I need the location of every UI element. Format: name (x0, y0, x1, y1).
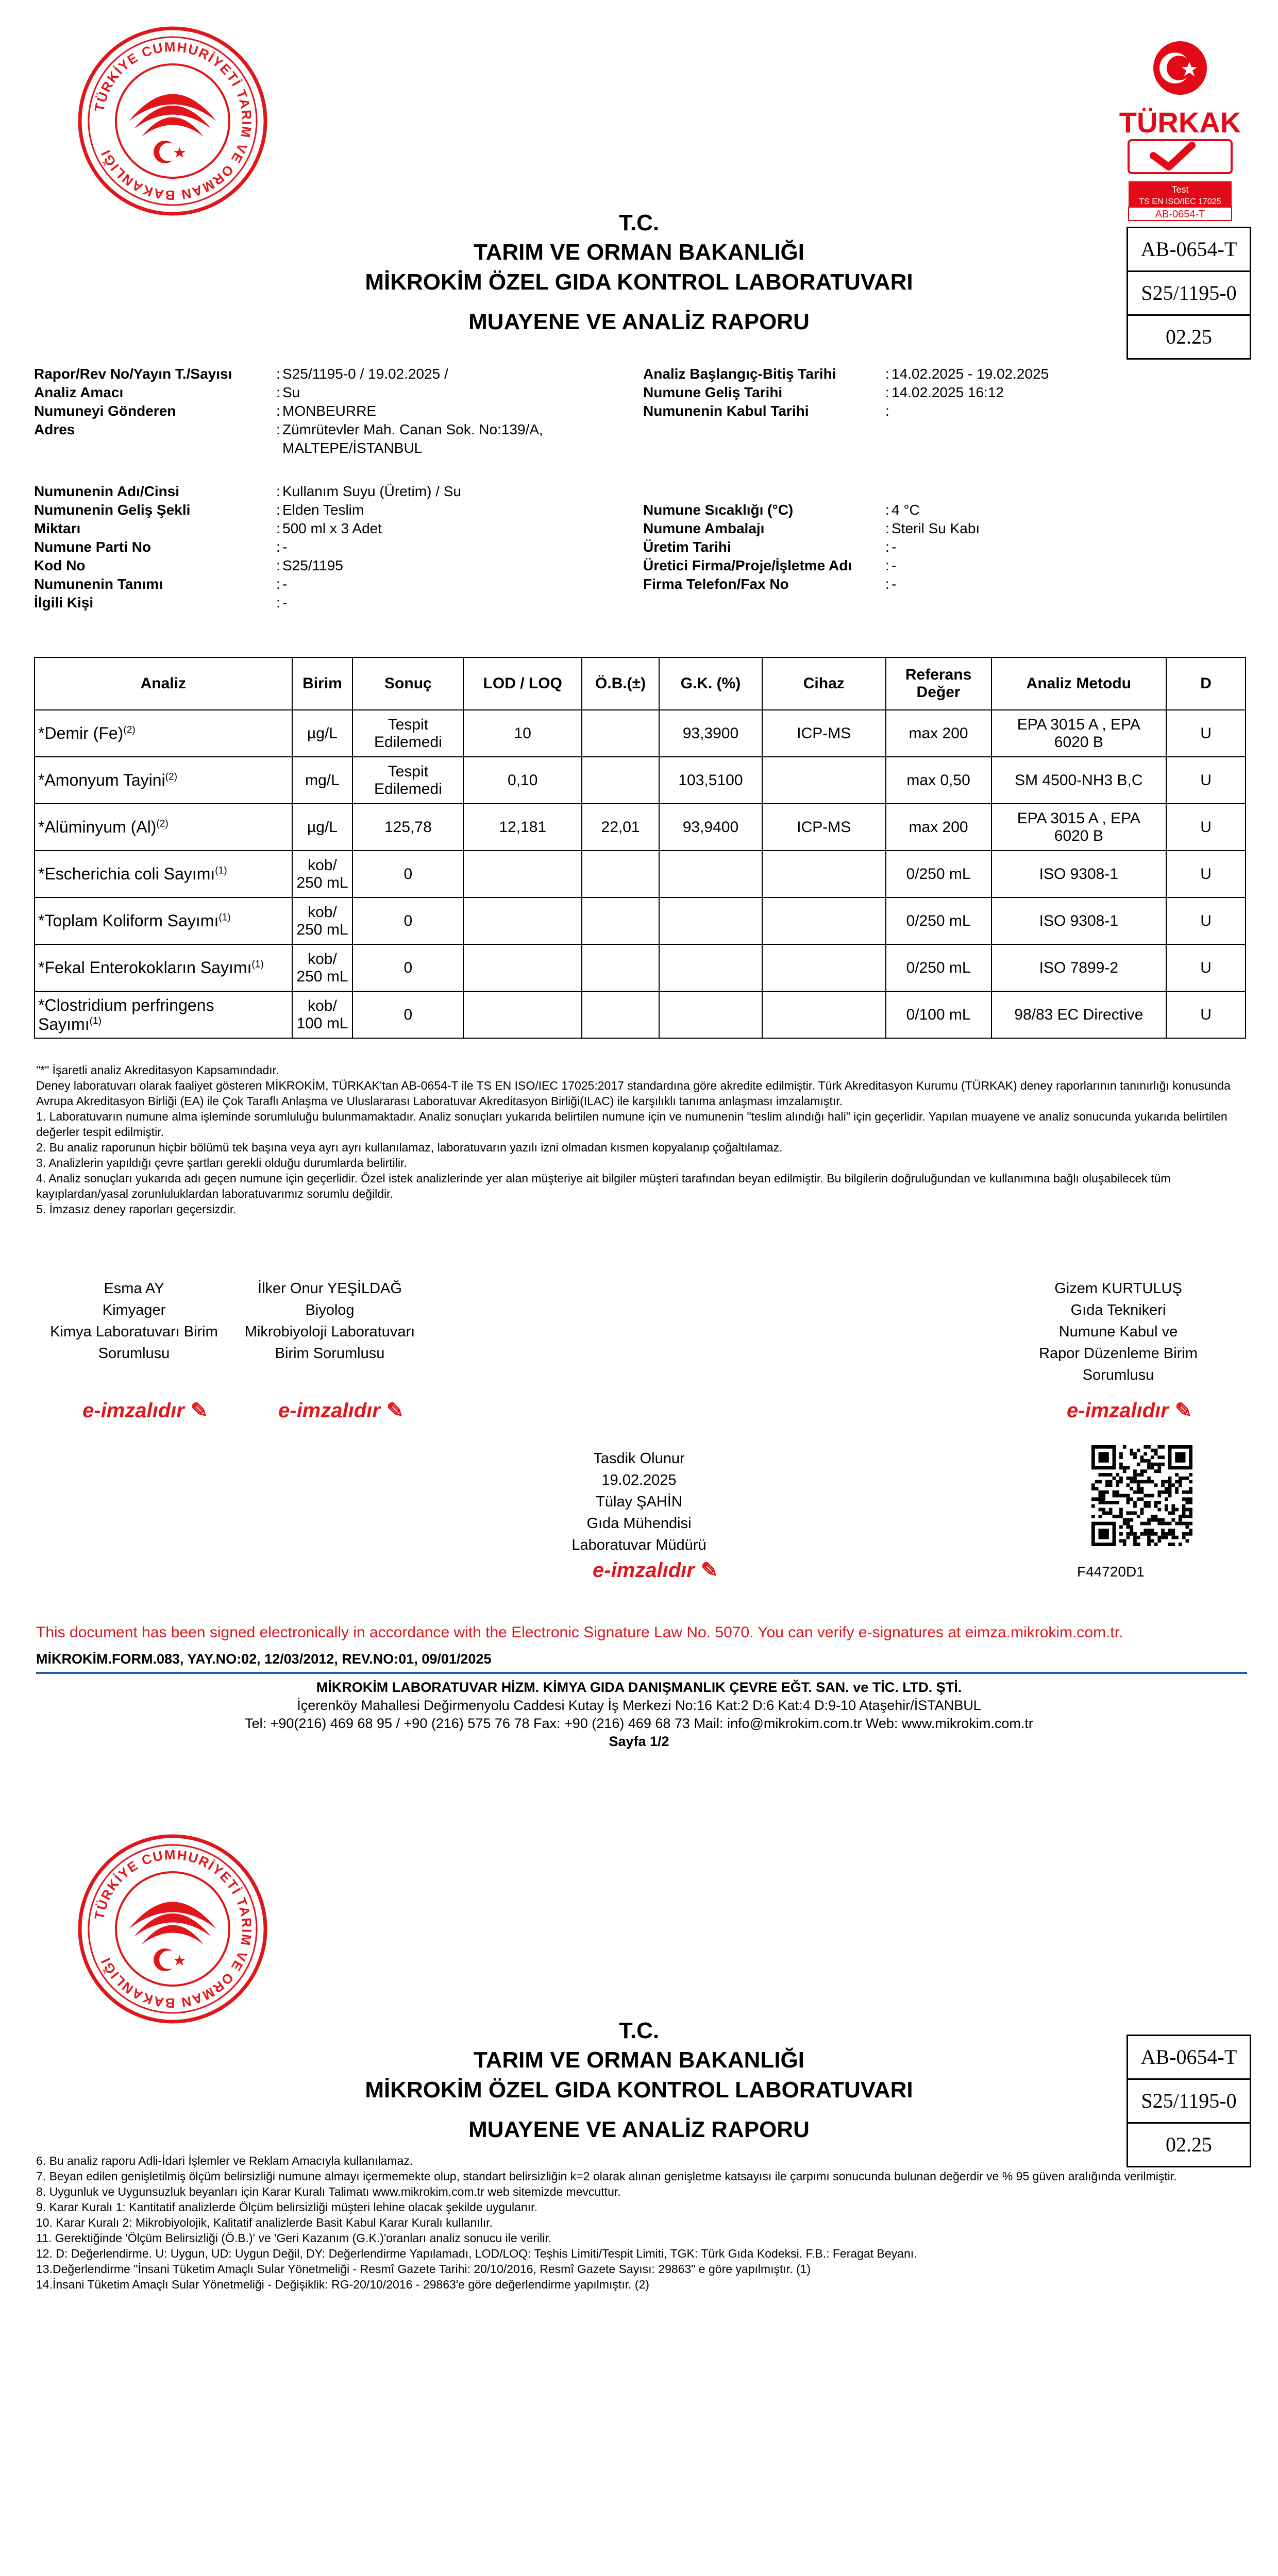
cell-gk: 93,3900 (659, 710, 762, 757)
note-item: 14.İnsani Tüketim Amaçlı Sular Yönetmeliği - Değişiklik: RG-20/10/2016 - 29863'e göre değerlendirme yapılmıştır. (2) (36, 2278, 649, 2291)
cell-lod (463, 851, 582, 897)
company-contact: Tel: +90(216) 469 68 95 / +90 (216) 575 76 78 Fax: +90 (216) 469 68 73 Mail: info@mikrokim.com.tr Web: www.mikrokim.com.tr (245, 1716, 1033, 1731)
cell-birim: kob/ 100 mL (292, 991, 353, 1038)
cell-ob (582, 944, 659, 991)
column-header: Referans Değer (886, 657, 991, 710)
svg-text:TÜRKİYE CUMHURİYETİ TARIM VE O: TÜRKİYE CUMHURİYETİ TARIM VE ORMAN BAKANLIĞI (91, 1846, 255, 2011)
info-value: - (892, 576, 897, 592)
cell-gk: 103,5100 (659, 757, 762, 804)
cell-birim: kob/ 250 mL (292, 944, 353, 991)
pen-icon: ✎ (1174, 1399, 1192, 1422)
signatory-name: İlker Onur YEŞİLDAĞ (258, 1280, 402, 1297)
signatory-role: Numune Kabul ve Rapor Düzenleme Birim Sorumlusu (1039, 1324, 1198, 1383)
table-row (35, 851, 1246, 897)
cell-cihaz (762, 944, 886, 991)
info-label: İlgili Kişi (34, 595, 94, 611)
e-signed-label: e-imzalıdır (278, 1399, 380, 1422)
report-title: MUAYENE VE ANALİZ RAPORU (468, 309, 810, 334)
note-item: 11. Gerektiğinde 'Ölçüm Belirsizliği (Ö.B.)' ve 'Geri Kazanım (G.K.)'oranları analiz sonucu ile verilir. (36, 2231, 552, 2245)
analysis-name: *Alüminyum $(Al)^{(2)}$ (35, 804, 292, 851)
signatory-block (222, 1278, 438, 1364)
analysis-name: *Fekal Enterokokların Sayımı$^{(1)}$ (35, 944, 292, 991)
column-header: LOD / LOQ (463, 657, 582, 710)
cell-cihaz (762, 757, 886, 804)
sample-info-left (34, 365, 632, 653)
info-value: - (282, 539, 288, 555)
info-value: Zümrütevler Mah. Canan Sok. No:139/A, MALTEPE/İSTANBUL (282, 421, 543, 456)
pen-icon: ✎ (190, 1399, 208, 1422)
info-value: MONBEURRE (282, 403, 377, 419)
report-page-2 (0, 1808, 1278, 2576)
info-value: S25/1195 (282, 557, 343, 573)
cell-d: U (1166, 804, 1246, 851)
cell-ref: 0/250 mL (886, 897, 991, 944)
issue-code: 02.25 (1166, 325, 1212, 348)
cell-metod: 98/83 EC Directive (991, 991, 1167, 1038)
cell-d: U (1166, 944, 1246, 991)
cell-d: U (1166, 757, 1246, 804)
cell-cihaz (762, 897, 886, 944)
note-item: 2. Bu analiz raporunun hiçbir bölümü tek başına veya ayrı ayrı kullanılamaz, laboratuvarın yazılı izni olmadan kısmen kopyalanıp çoğaltılamaz. (36, 1141, 783, 1154)
info-colon: : (276, 366, 280, 382)
ministry-seal-logo (77, 26, 268, 216)
info-colon: : (885, 520, 889, 536)
info-label: Analiz Başlangıç-Bitiş Tarihi (643, 366, 836, 382)
cell-ref: max 0,50 (886, 757, 991, 804)
info-value: - (282, 576, 288, 592)
note-item: 13.Değerlendirme "İnsani Tüketim Amaçlı Sular Yönetmeliği - Resmî Gazete Tarihi: 20/10/2016, Resmî Gazete Sayısı: 29863" e göre yapılmıştır. (1) (36, 2262, 811, 2276)
page-number: Sayfa 1/2 (609, 1734, 669, 1749)
ministry-name: TARIM VE ORMAN BAKANLIĞI (473, 240, 805, 265)
ministry-tc: T.C. (618, 210, 660, 235)
cell-cihaz: ICP-MS (762, 710, 886, 757)
info-label: Adres (34, 421, 75, 437)
column-header: Sonuç (352, 657, 463, 710)
sample-info-right (643, 365, 1246, 653)
info-value: Kullanım Suyu (Üretim) / Su (282, 483, 461, 499)
cell-birim: µg/L (292, 710, 353, 757)
table-row (35, 991, 1246, 1038)
info-label: Numune Ambalajı (643, 520, 765, 536)
e-signed-stamp (82, 1399, 208, 1422)
cell-cihaz (762, 991, 886, 1038)
info-colon: : (276, 539, 280, 555)
info-colon: : (885, 502, 889, 518)
cell-ref: max 200 (886, 804, 991, 851)
signatory-name: Esma AY (104, 1280, 164, 1297)
report-number: S25/1195-0 (1128, 2080, 1250, 2124)
cell-birim: kob/ 250 mL (292, 851, 353, 897)
info-label: Numuneyi Gönderen (34, 403, 176, 419)
ministry-seal-logo (77, 1834, 268, 2024)
note-item: 4. Analiz sonuçları yukarıda adı geçen numune için geçerlidir. Özel istek analizlerinde yer alan müşteriye ait bilgiler müşteri tarafından beyan edilmiştir. Bu bilgilerin doğruluğundan ve kullanımına bağlı oluşabilecek tüm kayıplardan/yasal zorunluluklardan laboratuvarımız sorumlu değildir. (36, 1172, 1171, 1200)
report-code-box (1126, 227, 1251, 360)
info-label: Numunenin Kabul Tarihi (643, 403, 809, 419)
svg-text:AB-0654-T: AB-0654-T (1155, 209, 1205, 220)
info-colon: : (276, 403, 280, 419)
cell-ref: max 200 (886, 710, 991, 757)
footer-divider (36, 1672, 1247, 1674)
info-value: - (282, 595, 288, 611)
approval-name: Tülay ŞAHİN (596, 1494, 682, 1510)
cell-lod (463, 897, 582, 944)
cell-ref: 0/250 mL (886, 944, 991, 991)
cell-gk (659, 991, 762, 1038)
info-label: Kod No (34, 557, 86, 573)
info-colon: : (885, 539, 889, 555)
cell-ob (582, 710, 659, 757)
approval-title: Gıda Mühendisi (586, 1515, 692, 1532)
info-value: 14.02.2025 16:12 (892, 384, 1004, 400)
cell-lod: 12,181 (463, 804, 582, 851)
note-item: 6. Bu analiz raporu Adli-İdari İşlemler ve Reklam Amacıyla kullanılamaz. (36, 2154, 413, 2167)
report-code-box (1126, 2035, 1251, 2167)
info-value: 4 °C (892, 502, 920, 518)
analysis-name: *Toplam Koliform Sayımı$^{(1)}$ (35, 897, 292, 944)
note-item: 5. İmzasız deney raporları geçersizdir. (36, 1202, 237, 1216)
column-header: Analiz Metodu (991, 657, 1167, 710)
info-label: Numunenin Geliş Şekli (34, 502, 191, 518)
column-header: Ö.B.(±) (582, 657, 659, 710)
cell-metod: ISO 7899-2 (991, 944, 1167, 991)
info-colon: : (276, 557, 280, 573)
cell-sonuc: Tespit Edilemedi (352, 710, 463, 757)
info-label: Numunenin Tanımı (34, 576, 163, 592)
info-label: Numune Sıcaklığı (°C) (643, 502, 794, 518)
svg-text:TÜRKİYE CUMHURİYETİ TARIM VE O: TÜRKİYE CUMHURİYETİ TARIM VE ORMAN BAKANLIĞI (91, 39, 255, 204)
cell-ob (582, 991, 659, 1038)
info-colon: : (885, 576, 889, 592)
approval-block (531, 1448, 747, 1556)
info-colon: : (276, 576, 280, 592)
cell-ob (582, 897, 659, 944)
e-signed-label: e-imzalıdır (1067, 1399, 1169, 1422)
note-item: 7. Beyan edilen genişletilmiş ölçüm belirsizliği numune almayı içermemekte olup, standart belirsizliğin k=2 olarak alınan genişletme katsayısı ile çarpımı sonucunda bulunan değerdir ve % 95 güven aralığında verilmiştir. (36, 2170, 1177, 2183)
cell-lod (463, 991, 582, 1038)
e-signed-stamp (593, 1558, 718, 1582)
qr-code-icon (1091, 1445, 1192, 1546)
cell-ob (582, 851, 659, 897)
cell-ob: 22,01 (582, 804, 659, 851)
cell-cihaz: ICP-MS (762, 804, 886, 851)
note-item: "*" İşaretli analiz Akreditasyon Kapsamındadır. (36, 1063, 279, 1077)
info-label: Numune Parti No (34, 539, 152, 555)
approval-heading: Tasdik Olunur (593, 1450, 685, 1467)
cell-ob (582, 757, 659, 804)
column-header: D (1166, 657, 1246, 710)
turkak-logo-text: TÜRKAK (1119, 106, 1241, 139)
cell-birim: mg/L (292, 757, 353, 804)
info-colon: : (885, 366, 889, 382)
e-signed-stamp (278, 1399, 403, 1422)
svg-text:TS EN ISO/IEC 17025: TS EN ISO/IEC 17025 (1139, 197, 1221, 206)
lab-name: MİKROKİM ÖZEL GIDA KONTROL LABORATUVARI (365, 2077, 913, 2103)
info-label: Üretici Firma/Proje/İşletme Adı (643, 557, 852, 573)
info-value: Elden Teslim (282, 502, 364, 518)
form-number: MİKROKİM.FORM.083, YAY.NO:02, 12/03/2012, REV.NO:01, 09/01/2025 (36, 1651, 492, 1667)
info-label: Firma Telefon/Fax No (643, 576, 789, 592)
cell-gk: 93,9400 (659, 804, 762, 851)
cell-sonuc: 125,78 (352, 804, 463, 851)
info-value: S25/1195-0 / 19.02.2025 / (282, 366, 448, 382)
cell-cihaz (762, 851, 886, 897)
note-item: 10. Karar Kuralı 2: Mikrobiyolojik, Kalitatif analizlerde Basit Kabul Karar Kuralı kullanılır. (36, 2216, 493, 2229)
info-label: Numunenin Adı/Cinsi (34, 483, 180, 499)
info-value: 500 ml x 3 Adet (282, 520, 382, 536)
cell-sonuc: 0 (352, 851, 463, 897)
table-row (35, 757, 1246, 804)
note-item: 9. Karar Kuralı 1: Kantitatif analizlerde Ölçüm belirsizliği müşteri lehine olacak şekilde uygulanır. (36, 2200, 537, 2214)
info-value: Su (282, 384, 300, 400)
table-row (35, 804, 1246, 851)
info-colon: : (885, 403, 889, 419)
cell-d: U (1166, 710, 1246, 757)
company-footer (0, 1679, 1278, 1751)
cell-ref: 0/250 mL (886, 851, 991, 897)
notes-section (36, 1062, 1247, 1217)
column-header: G.K. (%) (659, 657, 762, 710)
cell-metod: ISO 9308-1 (991, 897, 1167, 944)
note-item: Deney laboratuvarı olarak faaliyet gösteren MİKROKİM, TÜRKAK'tan AB-0654-T ile TS EN ISO/IEC 17025:2017 standardına göre akredite edilmiştir. Türk Akreditasyon Kurumu (TÜRKAK) deney raporlarının tanınırlığı konusunda Avrupa Akreditasyon Birliği (EA) ile Çok Taraflı Anlaşma ve Uluslararası Laboratuvar Akreditasyon Birliği(ILAC) ile karşılıklı tanıma anlaşması imzalamıştır. (36, 1079, 1231, 1108)
info-colon: : (276, 384, 280, 400)
cell-lod: 0,10 (463, 757, 582, 804)
results-header-row (35, 657, 1246, 710)
company-name: MİKROKİM LABORATUVAR HİZM. KİMYA GIDA DANIŞMANLIK ÇEVRE EĞT. SAN. ve TİC. LTD. ŞTİ. (316, 1680, 962, 1695)
cell-sonuc: 0 (352, 944, 463, 991)
results-table (34, 657, 1246, 1039)
info-colon: : (276, 520, 280, 536)
turkak-badge (1117, 32, 1243, 225)
accreditation-code: AB-0654-T (1128, 228, 1250, 272)
lab-name: MİKROKİM ÖZEL GIDA KONTROL LABORATUVARI (365, 269, 913, 295)
pen-icon: ✎ (700, 1559, 718, 1582)
table-row (35, 944, 1246, 991)
note-item: 3. Analizlerin yapıldığı çevre şartları gerekli olduğu durumlarda belirtilir. (36, 1156, 407, 1170)
info-value: - (892, 557, 897, 573)
cell-metod: EPA 3015 A , EPA 6020 B (991, 804, 1167, 851)
analysis-name: *Escherichia coli Sayımı$^{(1)}$ (35, 851, 292, 897)
cell-metod: ISO 9308-1 (991, 851, 1167, 897)
svg-text:Test: Test (1171, 184, 1189, 195)
info-label: Üretim Tarihi (643, 539, 731, 555)
issue-code: 02.25 (1166, 2133, 1212, 2156)
info-label: Analiz Amacı (34, 384, 124, 400)
cell-metod: EPA 3015 A , EPA 6020 B (991, 710, 1167, 757)
company-address: İçerenköy Mahallesi Değirmenyolu Caddesi Kutay İş Merkezi No:16 Kat:2 D:6 Kat:4 D:9-10 Ataşehir/İSTANBUL (297, 1698, 981, 1713)
column-header: Birim (292, 657, 353, 710)
signatory-title: Kimyager (102, 1302, 166, 1318)
info-colon: : (276, 595, 280, 611)
e-signed-label: e-imzalıdır (593, 1559, 695, 1582)
column-header: Cihaz (762, 657, 886, 710)
info-value: - (892, 539, 897, 555)
e-signed-label: e-imzalıdır (82, 1399, 184, 1422)
info-value: Steril Su Kabı (892, 520, 980, 536)
e-signed-stamp (1067, 1399, 1192, 1422)
cell-sonuc: 0 (352, 897, 463, 944)
signatory-title: Biyolog (305, 1302, 355, 1318)
report-number: S25/1195-0 (1128, 272, 1250, 316)
info-colon: : (276, 502, 280, 518)
cell-ref: 0/100 mL (886, 991, 991, 1038)
note-item: 12. D: Değerlendirme. U: Uygun, UD: Uygun Değil, DY: Değerlendirme Yapılamadı, LOD/LOQ: Teşhis Limiti/Tespit Limiti, TGK: Türk Gıda Kodeksi. F.B.: Feragat Beyanı. (36, 2247, 917, 2260)
cell-d: U (1166, 991, 1246, 1038)
note-item: 8. Uygunluk ve Uygunsuzluk beyanları için Karar Kuralı Talimatı www.mikrokim.com.tr web sitemizde mevcuttur. (36, 2185, 621, 2198)
pen-icon: ✎ (386, 1399, 404, 1422)
info-colon: : (276, 483, 280, 499)
cell-metod: SM 4500-NH3 B,C (991, 757, 1167, 804)
accreditation-code: AB-0654-T (1128, 2036, 1250, 2080)
cell-gk (659, 944, 762, 991)
cell-gk (659, 897, 762, 944)
analysis-name: *Demir $(Fe)^{(2)}$ (35, 710, 292, 757)
column-header: Analiz (35, 657, 292, 710)
signatory-role: Kimya Laboratuvarı Birim Sorumlusu (50, 1324, 218, 1362)
approval-role: Laboratuvar Müdürü (571, 1537, 707, 1553)
analysis-name: *Amonyum Tayini$^{(2)}$ (35, 757, 292, 804)
signatory-title: Gıda Teknikeri (1070, 1302, 1166, 1318)
cell-birim: µg/L (292, 804, 353, 851)
ministry-tc: T.C. (618, 2018, 660, 2043)
table-row (35, 897, 1246, 944)
info-label: Miktarı (34, 520, 81, 536)
cell-birim: kob/ 250 mL (292, 897, 353, 944)
info-colon: : (885, 557, 889, 573)
notes-section-continued (36, 2153, 1247, 2292)
info-colon: : (885, 384, 889, 400)
approval-date: 19.02.2025 (601, 1472, 677, 1488)
cell-d: U (1166, 897, 1246, 944)
analysis-name: *Clostridium perfringens Sayımı$^{(1)}$ (35, 991, 292, 1038)
info-label: Rapor/Rev No/Yayın T./Sayısı (34, 366, 232, 382)
qr-code-id: F44720D1 (1077, 1564, 1145, 1580)
signatory-name: Gizem KURTULUŞ (1054, 1280, 1182, 1297)
info-label: Numune Geliş Tarihi (643, 384, 783, 400)
signatory-block (1010, 1278, 1226, 1386)
table-row (35, 710, 1246, 757)
note-item: 1. Laboratuvarın numune alma işleminde sorumluluğu bulunmamaktadır. Analiz sonuçları yukarıda belirtilen numune için ve numunenin "teslim alındığı hali" için geçerlidir. Yapılan muayene ve analiz sonucunda yukarıda belirtilen değerler tespit edilmiştir. (36, 1110, 1227, 1139)
cell-gk (659, 851, 762, 897)
signatory-role: Mikrobiyoloji Laboratuvarı Birim Sorumlusu (244, 1324, 415, 1362)
e-signature-notice: This document has been signed electronically in accordance with the Electronic Signature Law No. 5070. You can verify e-signatures at eimza.mikrokim.com.tr. (36, 1624, 1123, 1641)
info-value: 14.02.2025 - 19.02.2025 (892, 366, 1049, 382)
cell-sonuc: Tespit Edilemedi (352, 757, 463, 804)
cell-lod (463, 944, 582, 991)
cell-lod: 10 (463, 710, 582, 757)
cell-sonuc: 0 (352, 991, 463, 1038)
signatory-block (26, 1278, 242, 1364)
cell-d: U (1166, 851, 1246, 897)
info-colon: : (276, 421, 280, 437)
report-title: MUAYENE VE ANALİZ RAPORU (468, 2117, 810, 2142)
ministry-name: TARIM VE ORMAN BAKANLIĞI (473, 2047, 805, 2073)
